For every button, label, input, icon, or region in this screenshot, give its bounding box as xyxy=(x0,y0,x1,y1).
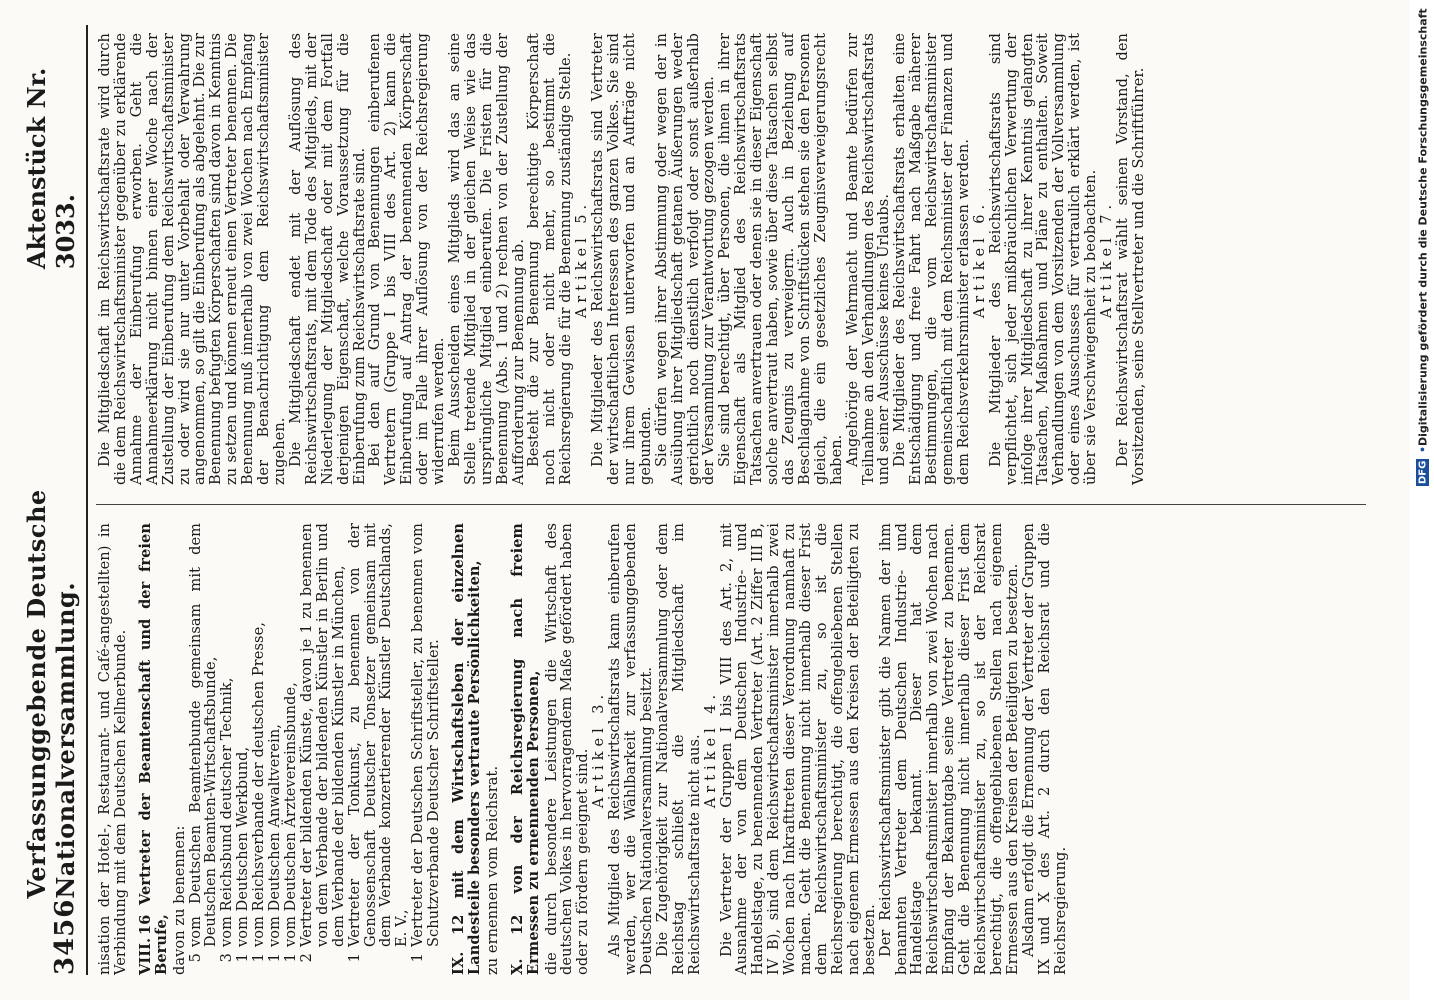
item-count: 2 xyxy=(298,953,315,963)
section-viii-list xyxy=(189,523,444,975)
section-title: 16 Vertreter der Beamtenschaft und der freien Berufe, xyxy=(136,523,170,975)
paragraph: Die Mitgliedschaft im Reichswirtschaftsrate wird durch die dem Reichswirtschaftsminister gegenüber zu erklärende Annahme der Einberufung erworben. Geht die Annahmeerklärung nicht binnen einer Woche nach der Zustellung der Einberufung dem Reichswirtschaftsminister zu oder wird sie nur unter Vorbehalt oder Verwahrung angenommen, so gilt die Einberufung als abgelehnt. Die zur Benennung befugten Körperschaften sind davon in Kenntnis zu setzen und können erneut einen Vertreter benennen. Die Benennung muß innerhalb von zwei Wochen nach Empfang der Benachrichtigung dem Reichswirtschaftsminister zugehen. xyxy=(97,33,288,485)
list-item xyxy=(300,523,348,975)
list-item xyxy=(236,523,252,975)
list-item xyxy=(284,523,300,975)
section-title: 12 mit dem Wirtschaftsleben der einzelnen Landesteile besonders vertraute Persönlichkeiten, xyxy=(450,523,483,975)
item-text: Vertreter der Deutschen Schriftsteller, zu benennen vom Schutzverbande Deutscher Schriftsteller. xyxy=(410,523,443,947)
document-number: Aktenstück Nr. 3033. xyxy=(22,67,80,270)
item-text: vom Deutschen Ärztevereinsbunde, xyxy=(282,682,299,947)
paragraph: Der Reichswirtschaftsminister gibt die Namen der ihm benannten Vertreter dem Deutschen Industrie- und Handelstage bekannt. Dieser hat dem Reichswirtschaftsminister innerhalb von zwei Wochen nach Empfang der Bekanntgabe seine Vertreter zu benennen. Geht die Benennung nicht innerhalb dieser Frist dem Reichswirtschaftsminister zu, so ist der Reichsrat berechtigt, die offengebliebenen Stellen nach eigenem Ermessen aus den Kreisen der Beteiligten zu besetzen. xyxy=(877,523,1021,975)
rotated-document-page xyxy=(22,25,1370,975)
separator-dot: • xyxy=(1416,445,1430,453)
paragraph: Die Vertreter der Gruppen I bis VIII des Art. 2, mit Ausnahme der von dem Deutschen Industrie- und Handelstage, zu benennenden Vertreter (Art. 2 Ziffer III B, IV B), sind dem Reichswirtschaftsminister innerhalb zwei Wochen nach Inkrafttreten dieser Verordnung namhaft zu machen. Geht die Benennung nicht innerhalb dieser Frist dem Reichswirtschaftsminister zu, so ist die Reichsregierung berechtigt, die offengebliebenen Stellen nach eigenem Ermessen aus den Kreisen der Beteiligten zu besetzen. xyxy=(718,523,878,975)
item-text: Vertreter der bildenden Künste, davon je 1 zu benennen von dem Verbande der bildenden Künstler in Berlin und dem Verbande der bildenden Künstler in München, xyxy=(298,523,347,947)
paragraph: Die Mitglieder des Reichswirtschaftsrats sind Vertreter der wirtschaftlichen Interessen des ganzen Volkes. Sie sind nur ihrem Gewissen unterworfen und an Aufträge nicht gebunden. xyxy=(590,33,654,485)
item-count: 1 xyxy=(251,953,268,963)
column-separator xyxy=(96,504,1366,505)
item-count: 1 xyxy=(282,953,299,963)
section-x-text: die durch besondere Leistungen die Wirtschaft des deutschen Volkes in hervorragendem Maße gefördert haben oder zu fördern geeignet sind. xyxy=(543,523,592,975)
list-item xyxy=(252,523,268,975)
artikel-6-heading: Artikel 6. xyxy=(971,199,988,319)
item-count: 1 xyxy=(410,953,427,963)
paragraph: Alsdann erfolgt die Ernennung der Vertreter der Gruppen IX und X des Art. 2 durch den Reichsrat und die Reichsregierung. xyxy=(1020,523,1069,975)
item-count: 5 xyxy=(187,953,204,963)
artikel-3-heading: Artikel 3. xyxy=(591,689,608,809)
item-text: Vertreter der Tonkunst, zu benennen von der Genossenschaft Deutscher Tonsetzer gemeinsam mit dem Verbande konzertierender Künstler Deutschlands, E. V., xyxy=(346,523,411,947)
list-item xyxy=(348,523,412,975)
section-ix-text: zu ernennen vom Reichsrat. xyxy=(484,765,501,975)
paragraph: Die Mitgliedschaft endet mit der Auflösung des Reichswirtschaftsrats, mit dem Tode des Mitglieds, mit der Niederlegung der Mitgliedschaft oder mit dem Fortfall derjenigen Eigenschaft, welche Voraussetzung für die Einberufung zum Reichswirtschaftsrate sind. xyxy=(287,33,368,485)
paragraph: Als Mitglied des Reichswirtschaftsrats kann einberufen werden, wer die Wählbarkeit zur verfassunggebenden Deutschen Nationalversammlung besitzt. xyxy=(607,523,655,975)
running-title: Verfassunggebende Deutsche Nationalversammlung. xyxy=(22,489,80,899)
section-number: VIII. xyxy=(136,937,154,975)
paragraph: Der Reichswirtschaftsrat wählt seinen Vorstand, den Vorsitzenden, seine Stellvertreter und die Schriftführer. xyxy=(1115,33,1147,485)
artikel-7-heading: Artikel 7. xyxy=(1099,199,1116,319)
paragraph: Die Mitglieder des Reichswirtschaftsrats sind verpflichtet, sich jeder mißbräuchlichen Verwertung der infolge ihrer Mitgliedschaft zu ihrer Kenntnis gelangten Tatsachen, Maßnahmen und Pläne zu enthalten. Soweit Verhandlungen von dem Vorsitzenden der Vollversammlung oder eines Ausschusses für vertraulich erklärt werden, ist über sie Verschwiegenheit zu beobachten. xyxy=(987,33,1100,485)
dfg-logo: DFG xyxy=(1417,460,1429,485)
item-text: vom Deutschen Anwaltverein, xyxy=(267,724,284,947)
list-item xyxy=(411,523,443,975)
section-number: IX. xyxy=(450,951,468,975)
section-viii-heading xyxy=(138,523,170,975)
item-text: vom Reichsverbande der deutschen Presse, xyxy=(251,622,268,947)
side-credit xyxy=(1414,8,1432,992)
list-item xyxy=(189,523,221,975)
paragraph: Sie sind berechtigt, über Personen, die ihnen in ihrer Eigenschaft als Mitglied des Reichswirtschaftsrats Tatsachen anvertrauen oder denen sie in dieser Eigenschaft solche anvertraut haben, sowie über diese Tatsachen selbst das Zeugnis zu verweigern. Auch in Beziehung auf Beschlagnahme von Schriftstücken stehen sie den Personen gleich, die ein gesetzliches Zeugnisverweigerungsrecht haben. xyxy=(717,33,845,485)
artikel-5-heading: Artikel 5. xyxy=(574,199,591,319)
paragraph: Angehörige der Wehrmacht und Beamte bedürfen zur Teilnahme an den Verhandlungen des Reichswirtschaftsrats und seiner Ausschüsse keines Urlaubs. xyxy=(844,33,893,485)
item-count: 1 xyxy=(267,953,284,963)
item-text: vom Deutschen Werkbund, xyxy=(235,746,252,947)
page-number: 3456 xyxy=(50,898,80,975)
paragraph: Bei den auf Grund von Benennungen einberufenen Vertretern (Gruppe I bis VIII des Art. 2) kann die Einberufung auf Antrag der benennenden Körperschaft oder im Falle ihrer Auflösung von der Reichsregierung widerrufen werden. xyxy=(367,33,448,485)
paragraph: Die Zugehörigkeit zur Nationalversammlung oder dem Reichstag schließt die Mitgliedschaft im Reichswirtschaftsrate nicht aus. xyxy=(654,523,703,975)
section-title: 12 von der Reichsregierung nach freiem Ermessen zu ernennenden Personen, xyxy=(508,523,542,975)
item-count: 1 xyxy=(346,953,363,963)
right-column xyxy=(98,33,1148,485)
section-number: X. xyxy=(508,958,526,975)
page-header xyxy=(22,25,80,975)
left-column xyxy=(98,523,1069,975)
item-text: vom Deutschen Beamtenbunde gemeinsam mit dem Deutschen Beamten-Wirtschaftsbunde, xyxy=(187,523,220,947)
paragraph: Sie dürfen wegen ihrer Abstimmung oder wegen der in Ausübung ihrer Mitgliedschaft getanen Äußerungen weder gerichtlich noch dienstlich verfolgt oder sonst außerhalb der Versammlung zur Verantwortung gezogen werden. xyxy=(653,33,718,485)
item-count: 3 xyxy=(219,953,236,963)
side-credit-strip xyxy=(1410,0,1434,1000)
section-viii-lead: davon zu benennen: xyxy=(171,825,188,975)
artikel-4-heading: Artikel 4. xyxy=(702,689,719,809)
list-item xyxy=(268,523,284,975)
section-ix-heading xyxy=(451,523,483,975)
paragraph: Besteht die zur Benennung berechtigte Körperschaft noch nicht oder nicht mehr, so bestimmt die Reichsregierung die für die Benennung zuständige Stelle. xyxy=(526,33,575,485)
intro-paragraph: nisation der Hotel-, Restaurant- und Café-angestellten) in Verbindung mit dem Deutschen Kellnerbunde. xyxy=(97,523,129,975)
item-text: vom Reichsbund deutscher Technik, xyxy=(219,677,236,947)
header-rule xyxy=(86,25,88,975)
section-x-heading xyxy=(510,523,542,975)
item-count: 1 xyxy=(235,953,252,963)
paragraph: Die Mitglieder des Reichswirtschaftsrats erhalten eine Entschädigung und freie Fahrt nach Maßgabe näherer Bestimmungen, die vom Reichswirtschaftsminister gemeinschaftlich mit dem Reichsminister der Finanzen und dem Reichsverkehrsminister erlassen werden. xyxy=(892,33,972,485)
paragraph: Beim Ausscheiden eines Mitglieds wird das an seine Stelle tretende Mitglied in der gleichen Weise wie das ursprüngliche Mitglied einberufen. Die Fristen für die Benennung (Abs. 1 und 2) rechnen von der Zustellung der Aufforderung zur Benennung ab. xyxy=(446,33,527,485)
list-item xyxy=(220,523,236,975)
side-credit-text: Digitalisierung gefördert durch die Deutsche Forschungsgemeinschaft xyxy=(1416,8,1430,446)
